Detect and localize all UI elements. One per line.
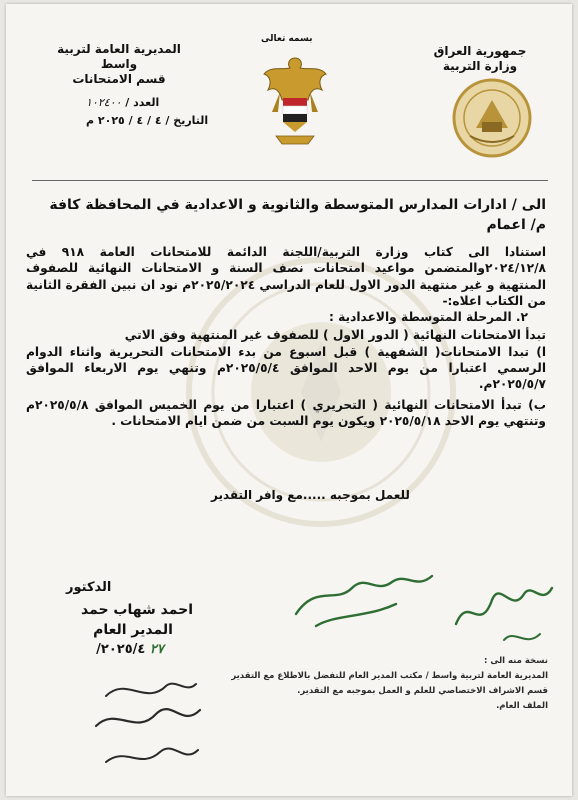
country-name: جمهورية العراق <box>433 44 527 58</box>
signatory-name: احمد شهاب حمد <box>80 602 193 618</box>
copies-line-2: قسم الاشراف الاختصاصي للعلم و العمل بموجبه مع التقدير. <box>297 686 548 696</box>
letter-subject: م/ اعمام <box>486 217 546 233</box>
header-left <box>44 42 194 87</box>
copies-heading: نسخة منه الى : <box>484 656 548 666</box>
copies-block <box>208 654 548 714</box>
number-value: ١٠٢٤٠٠ <box>86 96 122 109</box>
signatory-position: المدير العام <box>93 622 173 638</box>
letter-body <box>26 244 546 429</box>
signature-date <box>70 642 190 657</box>
item-b: ب) تبدأ الامتحانات النهائية ( التحريري ) اعتبارا من يوم الخميس الموافق ٢٠٢٥/٥/٨م وتنتهي يوم الاحد ٢٠٢٥/٥/١٨ ويكون يوم السبت من ضمن ايام الامتحانات . <box>26 397 546 428</box>
header-right <box>410 44 550 74</box>
header-divider <box>32 180 548 181</box>
directorate-name: المديرية العامة لتربية واسط <box>57 42 181 71</box>
addressee: الى / ادارات المدارس المتوسطة والثانوية و الاعدادية في المحافظة كافة <box>49 197 546 213</box>
number-label: العدد / <box>125 96 160 109</box>
signature-title: الدكتور <box>66 580 112 595</box>
closing-line: للعمل بموجبه .....مع وافر التقدير <box>211 488 410 502</box>
letter-sheet <box>6 4 572 796</box>
signature-day-handwritten: ٢٧ <box>149 642 164 657</box>
date-label: التاريخ / <box>165 114 209 127</box>
ministry-name: وزارة التربية <box>442 59 518 73</box>
reference-number <box>86 96 159 109</box>
iraq-eagle-emblem <box>262 52 328 152</box>
section-heading: ٢. المرحلة المتوسطة والاعدادية : <box>329 310 528 325</box>
department-name: قسم الامتحانات <box>72 72 166 86</box>
copies-line-3: الملف العام. <box>496 701 548 711</box>
intro-paragraph: استنادا الى كتاب وزارة التربية/اللجنة الدائمة للامتحانات العامة ٩١٨ في ٢٠٢٤/١٢/٨والمتضمن مواعيد امتحانات نصف السنة و الامتحانات النهائية للصفوف المنتهية و غير منتهية الدور الاول للعام الدراسي ٢٠٢٥/٢٠٢٤م نود ان نبين الفقرة الثانية من الكتاب اعلاه:- <box>26 245 546 308</box>
section-lead: تبدأ الامتحانات النهائية ( الدور الاول ) للصفوف غير المنتهية وفق الاتي <box>124 328 546 343</box>
handwritten-signature <box>76 666 216 786</box>
reference-date <box>86 114 208 127</box>
item-a: ا) تبدا الامتحانات( الشفهية ) قبل اسبوع من بدء الامتحانات التحريرية واثناء الدوام الرسمي اعتبارا من يوم الاحد الموافق ٢٠٢٥/٥/٤م وتنهي يوم الاربعاء الموافق ٢٠٢٥/٥/٧م. <box>26 344 547 392</box>
signature-date-value: ٢٠٢٥/٤/ <box>96 642 146 657</box>
copies-line-1: المديرية العامة لتربية واسط / مكتب المدير العام للتفضل بالاطلاع مع التقدير <box>231 671 548 681</box>
basmala: بسمه تعالى <box>261 34 313 44</box>
ministry-of-education-logo <box>452 78 532 158</box>
date-value: ٤ / ٤ / ٢٠٢٥ م <box>86 114 162 127</box>
handwritten-annotation <box>256 544 566 664</box>
